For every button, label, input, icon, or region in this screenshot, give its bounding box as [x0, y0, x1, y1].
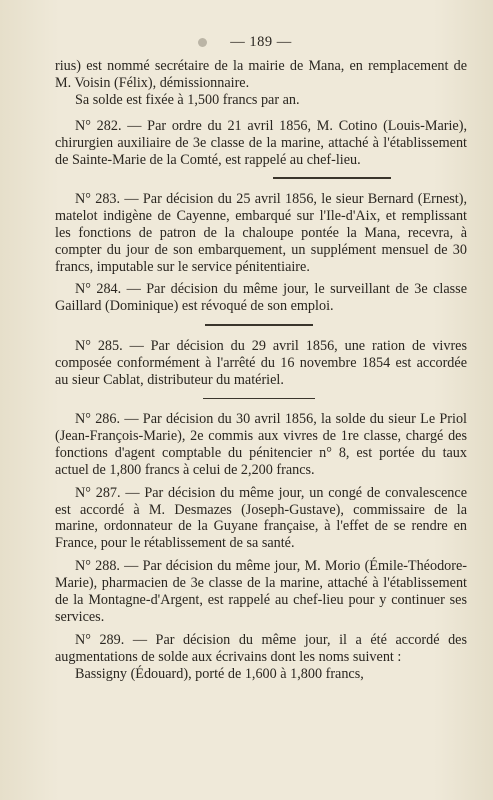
paragraph-284: N° 284. — Par décision du même jour, le surveillant de 3e classe Gaillard (Dominique) est révoqué de son emploi. [55, 281, 467, 315]
paragraph-solde: Sa solde est fixée à 1,500 francs par an. [75, 91, 300, 108]
ink-stain [198, 38, 207, 47]
paragraph-286: N° 286. — Par décision du 30 avril 1856, la solde du sieur Le Priol (Jean-François-Marie), 2e commis aux vivres de 1re classe, chargé des fonctions d'agent comptable du pénitencier n° 8, est portée du taux actuel de 1,800 francs à celui de 2,200 francs. [55, 411, 467, 478]
paragraph-continuation: rius) est nommé secrétaire de la mairie de Mana, en remplacement de M. Voisin (Félix), démissionnaire. [55, 58, 467, 91]
separator-rule [203, 398, 315, 400]
separator-rule [205, 324, 313, 326]
paragraph-287: N° 287. — Par décision du même jour, un congé de convalescence est accordé à M. Desmazes (Joseph-Gustave), commissaire de la marine, ordonnateur de la Guyane française, à l'effet de se rendre en France, pour le rétablissement de sa santé. [55, 484, 467, 552]
page-number: — 189 — [230, 34, 292, 50]
paragraph-289: N° 289. — Par décision du même jour, il a été accordé des augmentations de solde aux écrivains dont les noms suivent : [55, 631, 467, 665]
separator-rule [273, 177, 391, 179]
paragraph-285: N° 285. — Par décision du 29 avril 1856, une ration de vivres composée conformément à l'arrêté du 16 novembre 1854 est accordée au sieur Cablat, distributeur du matériel. [55, 337, 467, 388]
paragraph-289-item: Bassigny (Édouard), porté de 1,600 à 1,800 francs, [75, 665, 364, 682]
paragraph-282: N° 282. — Par ordre du 21 avril 1856, M. Cotino (Louis-Marie), chirurgien auxiliaire de 3e classe de la marine, attaché à l'établissement de Sainte-Marie de la Comté, est rappelé au chef-lieu. [55, 117, 467, 168]
paragraph-288: N° 288. — Par décision du même jour, M. Morio (Émile-Théodore-Marie), pharmacien de 3e classe de la marine, attaché à l'établissement de la Montagne-d'Argent, est rappelé au chef-lieu pour y continuer ses services. [55, 558, 467, 625]
paragraph-283: N° 283. — Par décision du 25 avril 1856, le sieur Bernard (Ernest), matelot indigène de Cayenne, embarqué sur l'Ile-d'Aix, et remplissant les fonctions de patron de la chaloupe pontée la Mana, recevra, à compter du jour de son embarquement, un supplément mensuel de 30 francs, imputable sur le service pénitentiaire. [55, 190, 467, 275]
